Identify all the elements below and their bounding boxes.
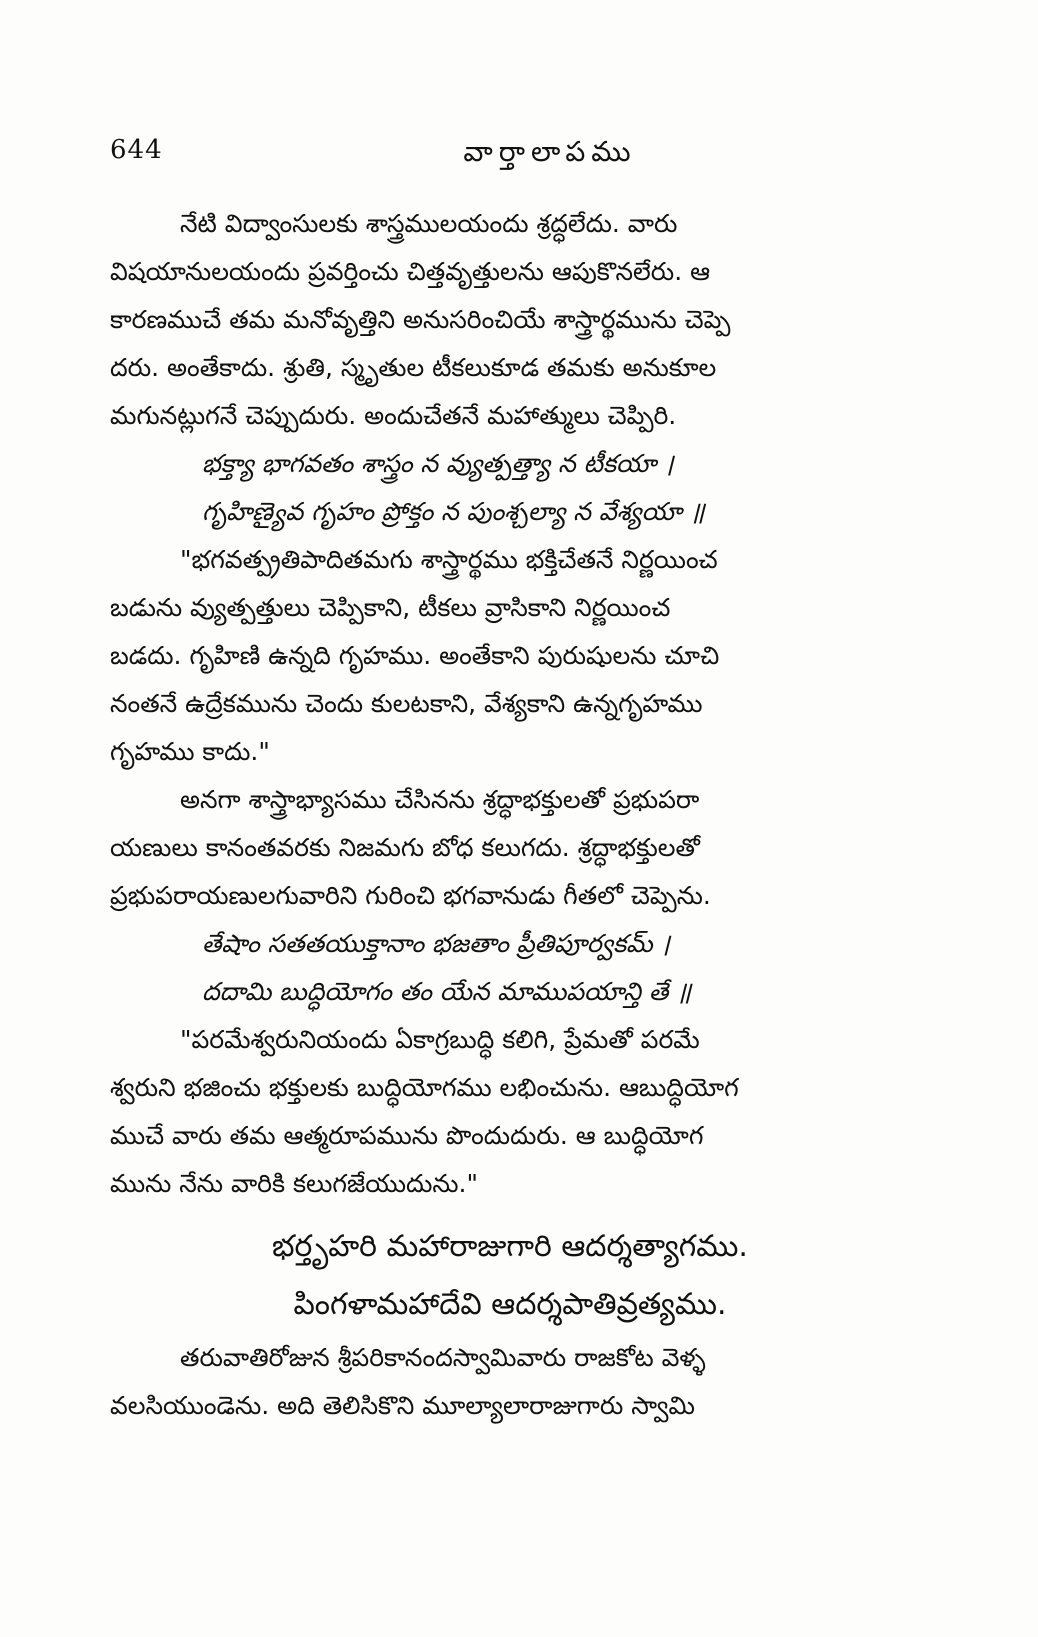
section-heading: భర్తృహరి మహారాజుగారి ఆదర్శత్యాగము. <box>272 1229 748 1264</box>
section-heading: పింగళామహాదేవి ఆదర్శపాతివ్రత్యము. <box>293 1287 727 1322</box>
paragraph-line: మగునట్లుగనే చెప్పుదురు. అందుచేతనే మహాత్ములు చెప్పిరి. <box>110 401 677 430</box>
paragraph-line: విషయానులయందు ప్రవర్తించు చిత్తవృత్తులను ఆపుకొనలేరు. ఆ <box>110 257 711 286</box>
paragraph-line: వలసియుండెను. అది తెలిసికొని మూల్యాలారాజుగారు స్వామి <box>110 1391 695 1420</box>
paragraph-line: బడును వ్యుత్పత్తులు చెప్పికాని, టీకలు వ్రాసికాని నిర్ణయించ <box>110 593 671 622</box>
verse-line: దదామి బుద్ధియోగం తం యేన మాముపయాన్తి తే ॥ <box>202 977 692 1006</box>
paragraph-line: అనగా శాస్త్రాభ్యాసము చేసినను శ్రద్ధాభక్తులతో ప్రభుపరా <box>180 785 700 814</box>
paragraph-line: బడదు. గృహిణి ఉన్నది గృహము. అంతేకాని పురుషులను చూచి <box>110 641 720 670</box>
paragraph-line: ప్రభుపరాయణులగువారిని గురించి భగవానుడు గీతలో చెప్పెను. <box>110 881 711 910</box>
paragraph-line: గృహము కాదు." <box>110 737 270 766</box>
verse-line: తేషాం సతతయుక్తానాం భజతాం ప్రీతిపూర్వకమ్ । <box>202 929 670 958</box>
paragraph-line: దరు. అంతేకాదు. శ్రుతి, స్మృతుల టీకలుకూడ తమకు అనుకూల <box>110 353 717 382</box>
paragraph-line: యణులు కానంతవరకు నిజమగు బోధ కలుగదు. శ్రద్ధాభక్తులతో <box>110 833 700 862</box>
paragraph-line: కారణముచే తమ మనోవృత్తిని అనుసరించియే శాస్త్రార్థమును చెప్పె <box>110 305 731 334</box>
running-title: వార్తాలాపము <box>463 135 637 168</box>
paragraph-line: "భగవత్ప్రతిపాదితమగు శాస్త్రార్థము భక్తిచేతనే నిర్ణయించ <box>180 545 718 574</box>
paragraph-line: నేటి విద్వాంసులకు శాస్త్రములయందు శ్రద్ధలేదు. వారు <box>180 209 678 238</box>
paragraph-line: నంతనే ఉద్రేకమును చెందు కులటకాని, వేశ్యకాని ఉన్నగృహము <box>110 689 703 718</box>
page-number: 644 <box>110 135 163 165</box>
paragraph-line: మును నేను వారికి కలుగజేయుదును." <box>110 1169 478 1198</box>
verse-line: గృహిణ్యైవ గృహం ప్రోక్తం న పుంశ్చల్యా న వేశ్యయా ॥ <box>202 497 705 526</box>
paragraph-line: ముచే వారు తమ ఆత్మరూపమును పొందుదురు. ఆ బుద్ధియోగ <box>110 1121 704 1150</box>
page-body <box>110 200 910 1430</box>
paragraph-line: శ్వరుని భజించు భక్తులకు బుద్ధియోగము లభించును. ఆబుద్ధియోగ <box>110 1073 739 1102</box>
paragraph-line: తరువాతిరోజున శ్రీపరికానందస్వామివారు రాజకోట వెళ్ళ <box>180 1343 706 1372</box>
paragraph-line: "పరమేశ్వరునియందు ఏకాగ్రబుద్ధి కలిగి, ప్రేమతో పరమే <box>180 1025 700 1054</box>
page-header <box>110 135 930 175</box>
verse-line: భక్త్యా భాగవతం శాస్త్రం న వ్యుత్పత్త్యా న టీకయా । <box>202 449 674 478</box>
